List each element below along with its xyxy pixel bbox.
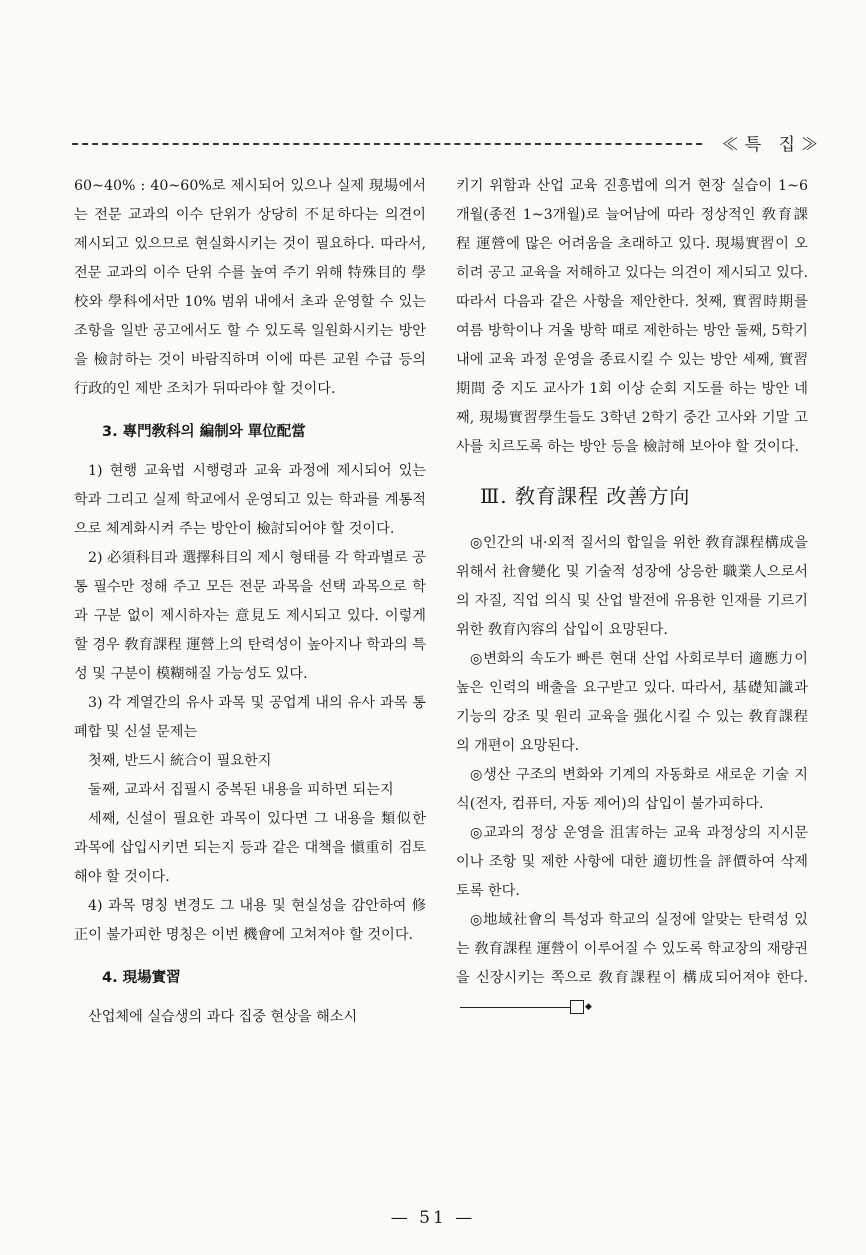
left-column (74, 172, 426, 1032)
right-column (456, 172, 808, 1022)
bullet-paragraph: ◎인간의 내·외적 질서의 합일을 위한 敎育課程構成을 위해서 社會變化 및 기술적 성장에 상응한 職業人으로서의 자질, 직업 의식 및 산업 발전에 유용한 인재를 기르기 위한 敎育內容의 삽입이 요망된다. (456, 535, 808, 638)
paragraph: 60~40% : 40~60%로 제시되어 있으나 실제 現場에서는 전문 교과의 이수 단위가 상당히 不足하다는 의견이 제시되고 있으므로 현실화시키는 것이 필요하다. 따라서, 전문 교과의 이수 단위 수를 높여 주기 위해 特殊目的 學校와 學科에서만 10% 범위 내에서 초과 운영할 수 있는 조항을 일반 공고에서도 할 수 있도록 일원화시키는 방안을 檢討하는 것이 바람직하며 이에 따른 교원 수급 등의 行政的인 제반 조치가 뒤따라야 할 것이다. (74, 178, 426, 397)
bullet-paragraph (456, 906, 808, 1022)
end-diamond-icon: ◆ (570, 1000, 584, 1014)
section-tag: ≪특 집≫ (721, 135, 824, 155)
bullet-paragraph: ◎교과의 정상 운영을 沮害하는 교육 과정상의 지시문이나 조항 및 제한 사항에 대한 適切性을 評價하여 삭제토록 한다. (456, 825, 808, 899)
paragraph: 4) 과목 명칭 변경도 그 내용 및 현실성을 감안하여 修正이 불가피한 명칭은 이번 機會에 고쳐져야 할 것이다. (74, 898, 426, 943)
section-heading: 4. 現場實習 (102, 970, 181, 986)
header-rule (72, 143, 702, 145)
chapter-heading: Ⅲ. 敎育課程 改善方向 (480, 484, 691, 508)
paragraph: 둘째, 교과서 집필시 중복된 내용을 피하면 되는지 (88, 782, 394, 798)
paragraph: 키기 위함과 산업 교육 진흥법에 의거 현장 실습이 1~6개월(종전 1~3개월)로 늘어남에 따라 정상적인 敎育課程 運營에 많은 어려움을 초래하고 있다. 現場實習이 오히려 공고 교육을 저해하고 있다는 의견이 제시되고 있다. 따라서 다음과 같은 사항을 제안한다. 첫째, 實習時期를 여름 방학이나 겨울 방학 때로 제한하는 방안 둘째, 5학기 내에 교육 과정 운영을 종료시킬 수 있는 방안 세째, 實習期間 중 지도 교사가 1회 이상 순회 지도를 하는 방안 네째, 現場實習學生들도 3학년 2학기 중간 고사와 기말 고사를 치르도록 하는 방안 등을 檢討해 보아야 할 것이다. (456, 178, 808, 455)
end-rule (460, 1007, 570, 1008)
bullet-text: ◎地域社會의 특성과 학교의 실정에 알맞는 탄력성 있는 敎育課程 運營이 이루어질 수 있도록 학교장의 재량권을 신장시키는 쪽으로 敎育課程이 構成되어져야 한다. (456, 912, 808, 986)
bullet-paragraph: ◎생산 구조의 변화와 기계의 자동화로 새로운 기술 지식(전자, 컴퓨터, 자동 제어)의 삽입이 불가피하다. (456, 767, 808, 812)
paragraph: 2) 必須科目과 選擇科目의 제시 형태를 각 학과별로 공통 필수만 정해 주고 모든 전문 과목을 선택 과목으로 학과 구분 없이 제시하자는 意見도 제시되고 있다. 이렇게 할 경우 敎育課程 運營上의 탄력성이 높아지나 학과의 특성 및 구분이 模糊해질 가능성도 있다. (74, 550, 426, 682)
paragraph: 3) 각 계열간의 유사 과목 및 공업계 내의 유사 과목 통폐합 및 신설 문제는 (74, 695, 426, 740)
page-number: — 51 — (390, 1208, 476, 1228)
bullet-paragraph: ◎변화의 속도가 빠른 현대 산업 사회로부터 適應力이 높은 인력의 배출을 요구받고 있다. 따라서, 基礎知識과 기능의 강조 및 원리 교육을 强化시킬 수 있는 敎育課程의 개편이 요망된다. (456, 651, 808, 754)
paragraph: 1) 현행 교육법 시행령과 교육 과정에 제시되어 있는 학과 그리고 실제 학교에서 운영되고 있는 학과를 계통적으로 체계화시켜 주는 방안이 檢討되어야 할 것이다. (74, 463, 426, 537)
section-heading: 3. 專門敎科의 編制와 單位配當 (102, 424, 306, 440)
paragraph: 세째, 신설이 필요한 과목이 있다면 그 내용을 類似한 과목에 삽입시키면 되는지 등과 같은 대책을 愼重히 검토해야 할 것이다. (74, 811, 426, 885)
page-header (72, 130, 832, 156)
paragraph: 첫째, 반드시 統合이 필요한지 (88, 753, 272, 769)
paragraph: 산업체에 실습생의 과다 집중 현상을 해소시 (88, 1009, 358, 1025)
